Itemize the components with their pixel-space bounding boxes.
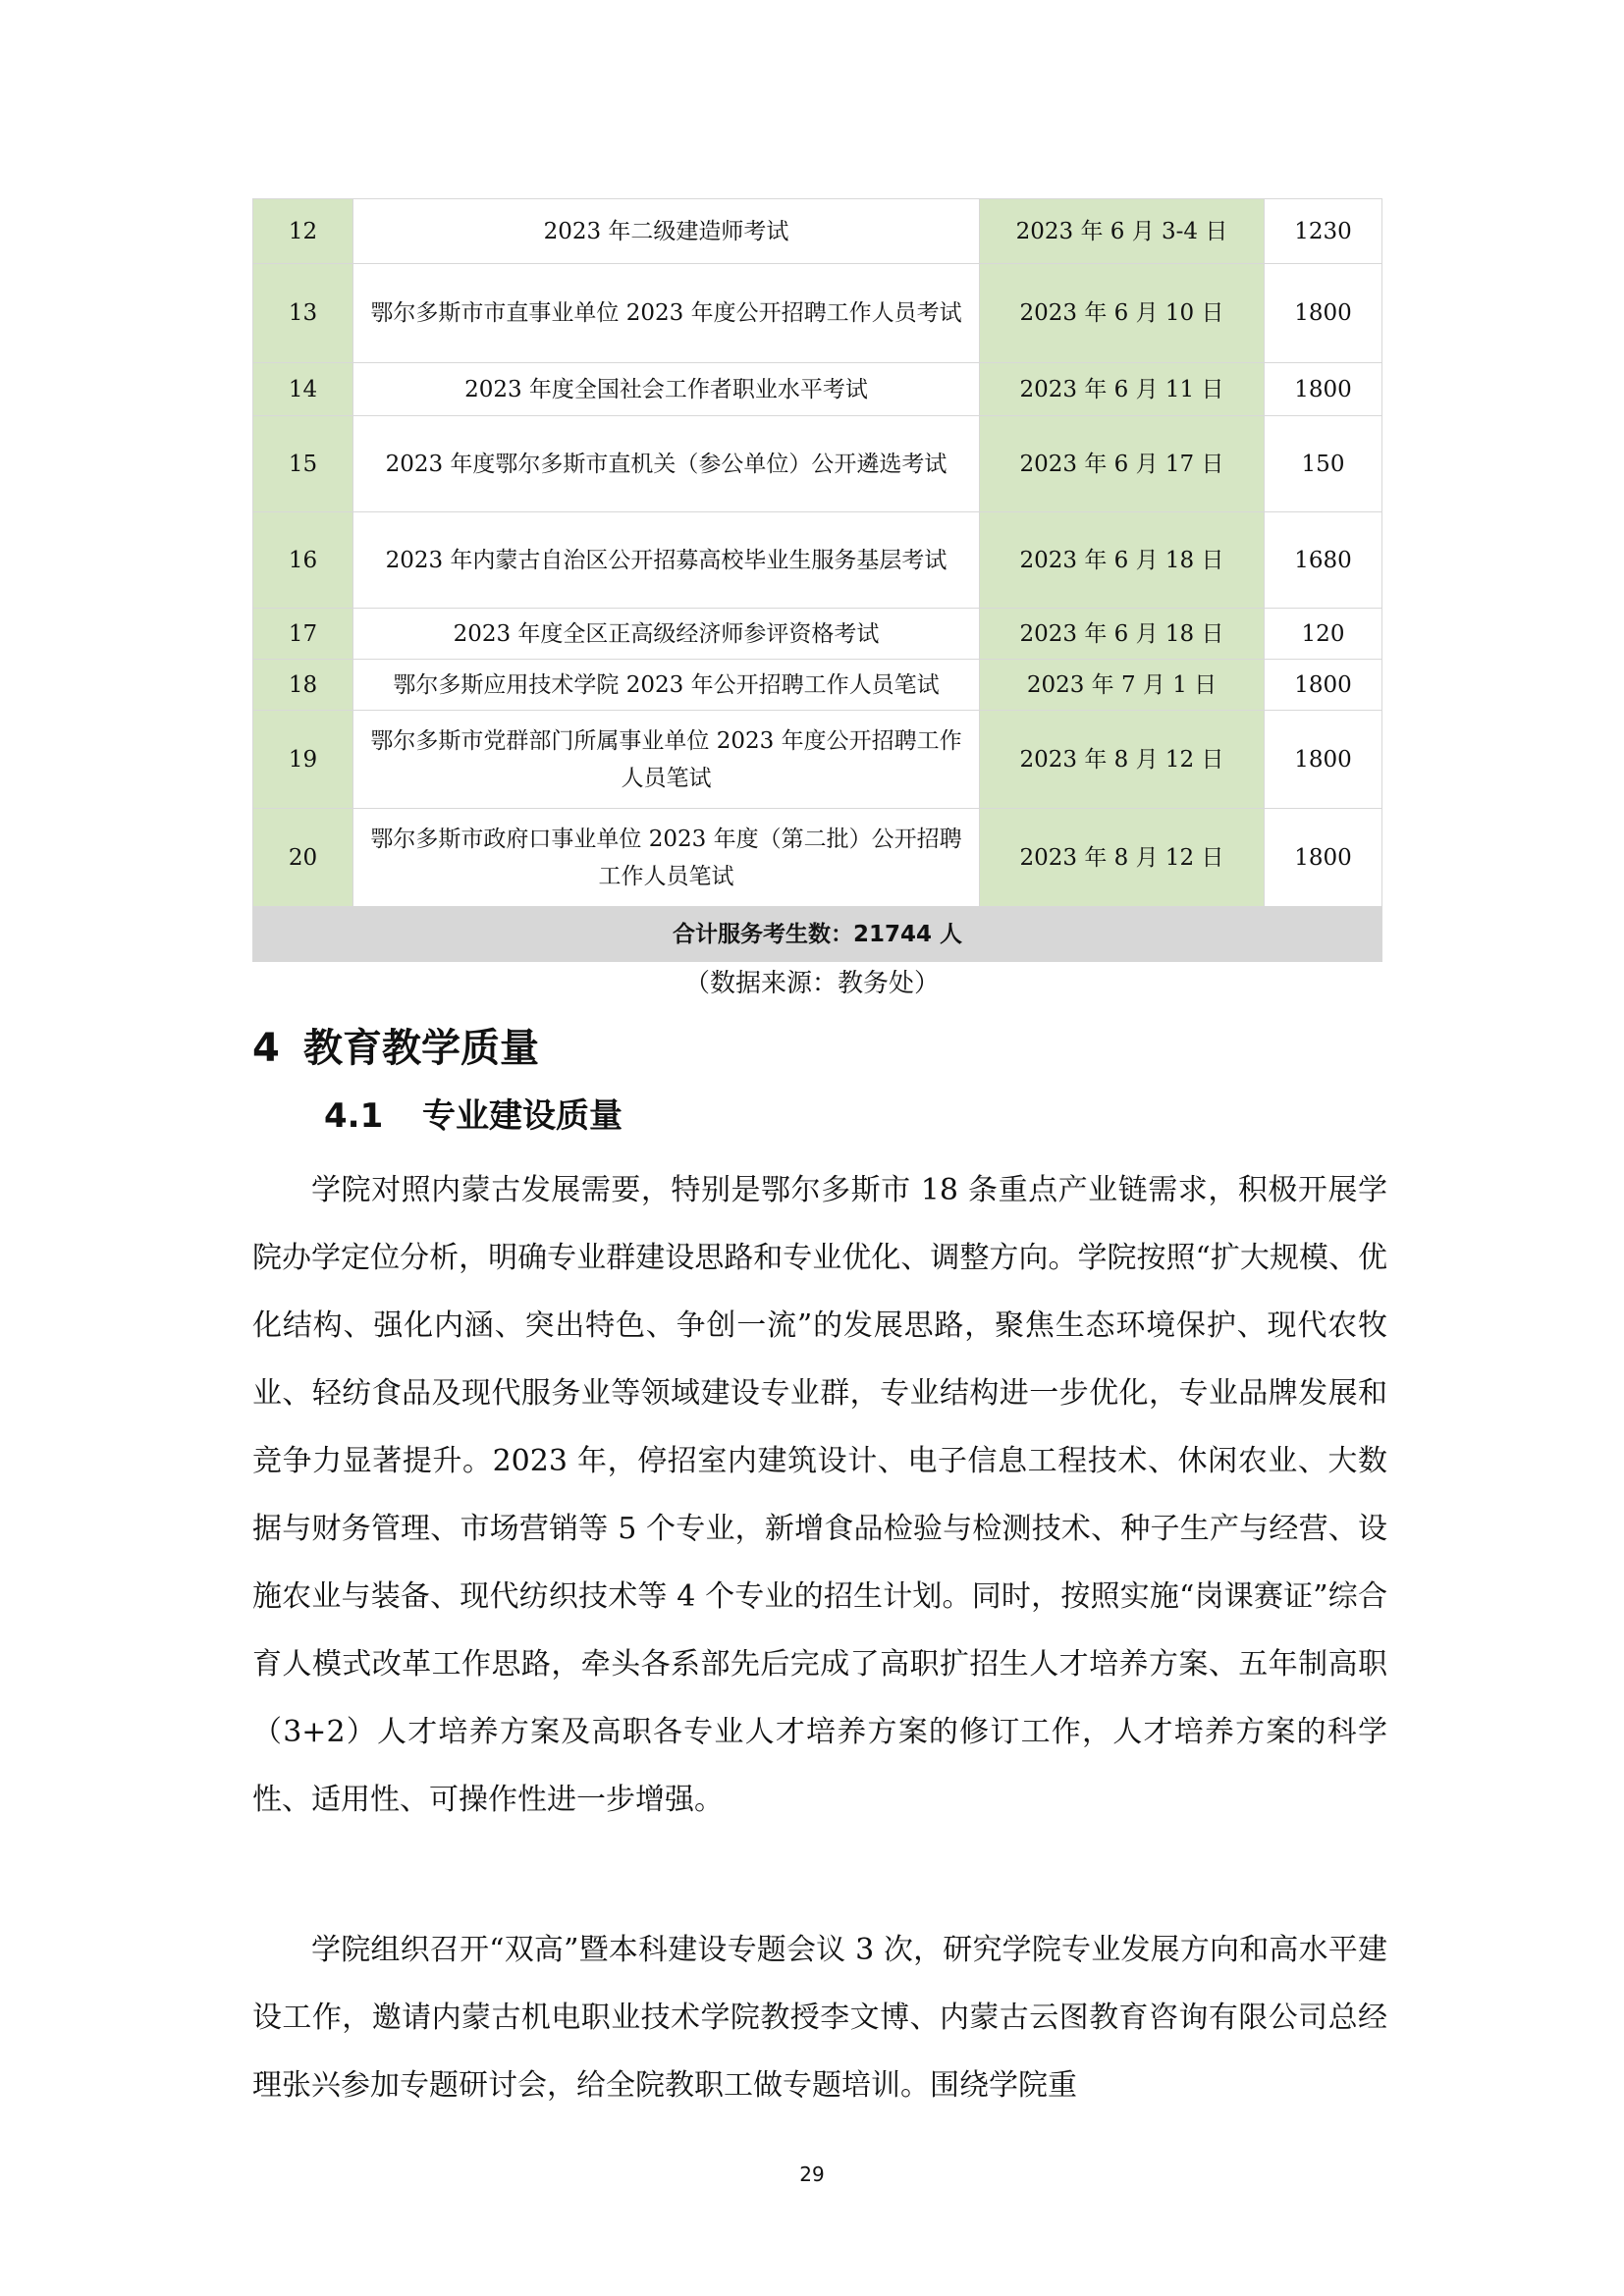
candidate-count: 1800 xyxy=(1265,711,1382,809)
exam-name: 2023 年度全区正高级经济师参评资格考试 xyxy=(353,609,980,660)
row-number: 15 xyxy=(253,416,353,512)
candidate-count: 1800 xyxy=(1265,809,1382,907)
table-row xyxy=(253,660,1382,711)
candidate-count: 150 xyxy=(1265,416,1382,512)
exam-name: 鄂尔多斯市市直事业单位 2023 年度公开招聘工作人员考试 xyxy=(353,264,980,363)
table-row xyxy=(253,264,1382,363)
table-row xyxy=(253,609,1382,660)
candidate-count: 1800 xyxy=(1265,660,1382,711)
candidate-count: 1800 xyxy=(1265,264,1382,363)
exam-date: 2023 年 8 月 12 日 xyxy=(980,711,1265,809)
candidate-count: 1680 xyxy=(1265,512,1382,609)
exam-date: 2023 年 6 月 18 日 xyxy=(980,609,1265,660)
data-source-caption: （数据来源：教务处） xyxy=(683,969,940,998)
exam-name: 2023 年二级建造师考试 xyxy=(353,199,980,264)
row-number: 17 xyxy=(253,609,353,660)
table-row xyxy=(253,711,1382,809)
body-paragraph: 学院对照内蒙古发展需要，特别是鄂尔多斯市 18 条重点产业链需求，积极开展学院办学定位分析，明确专业群建设思路和专业优化、调整方向。学院按照“扩大规模、优化结构、强化内涵、突出特色、争创一流”的发展思路，聚焦生态环境保护、现代农牧业、轻纺食品及现代服务业等领域建设专业群，专业结构进一步优化，专业品牌发展和竞争力显著提升。2023 年，停招室内建筑设计、电子信息工程技术、休闲农业、大数据与财务管理、市场营销等 5 个专业，新增食品检验与检测技术、种子生产与经营、设施农业与装备、现代纺织技术等 4 个专业的招生计划。同时，按照实施“岗课赛证”综合育人模式改革工作思路，牵头各系部先后完成了高职扩招生人才培养方案、五年制高职（3+2）人才培养方案及高职各专业人才培养方案的修订工作，人才培养方案的科学性、适用性、可操作性进一步增强。 xyxy=(252,1173,1387,1817)
subsection-number: 4.1 xyxy=(324,1096,384,1136)
table-row xyxy=(253,416,1382,512)
page-number: 29 xyxy=(799,2163,825,2186)
table-row xyxy=(253,809,1382,907)
table-row xyxy=(253,199,1382,264)
exam-name: 鄂尔多斯应用技术学院 2023 年公开招聘工作人员笔试 xyxy=(353,660,980,711)
row-number: 16 xyxy=(253,512,353,609)
exam-name: 鄂尔多斯市政府口事业单位 2023 年度（第二批）公开招聘工作人员笔试 xyxy=(353,809,980,907)
exam-service-table xyxy=(252,198,1382,962)
row-number: 12 xyxy=(253,199,353,264)
table-total-row xyxy=(253,907,1382,962)
candidate-count: 1230 xyxy=(1265,199,1382,264)
total-candidates: 合计服务考生数：21744 人 xyxy=(253,907,1382,962)
exam-name: 2023 年度全国社会工作者职业水平考试 xyxy=(353,363,980,416)
exam-date: 2023 年 6 月 17 日 xyxy=(980,416,1265,512)
row-number: 14 xyxy=(253,363,353,416)
subsection-title: 专业建设质量 xyxy=(422,1096,623,1136)
section-title: 教育教学质量 xyxy=(303,1026,539,1071)
row-number: 19 xyxy=(253,711,353,809)
candidate-count: 120 xyxy=(1265,609,1382,660)
section-heading xyxy=(252,1021,539,1076)
table-row xyxy=(253,512,1382,609)
row-number: 20 xyxy=(253,809,353,907)
exam-name: 鄂尔多斯市党群部门所属事业单位 2023 年度公开招聘工作人员笔试 xyxy=(353,711,980,809)
exam-date: 2023 年 6 月 18 日 xyxy=(980,512,1265,609)
exam-date: 2023 年 6 月 11 日 xyxy=(980,363,1265,416)
subsection-heading xyxy=(324,1092,623,1141)
exam-date: 2023 年 7 月 1 日 xyxy=(980,660,1265,711)
section-number: 4 xyxy=(252,1026,280,1071)
table-row xyxy=(253,363,1382,416)
candidate-count: 1800 xyxy=(1265,363,1382,416)
row-number: 13 xyxy=(253,264,353,363)
exam-date: 2023 年 6 月 10 日 xyxy=(980,264,1265,363)
row-number: 18 xyxy=(253,660,353,711)
exam-name: 2023 年内蒙古自治区公开招募高校毕业生服务基层考试 xyxy=(353,512,980,609)
exam-date: 2023 年 6 月 3-4 日 xyxy=(980,199,1265,264)
exam-date: 2023 年 8 月 12 日 xyxy=(980,809,1265,907)
exam-name: 2023 年度鄂尔多斯市直机关（参公单位）公开遴选考试 xyxy=(353,416,980,512)
body-paragraph: 学院组织召开“双高”暨本科建设专题会议 3 次，研究学院专业发展方向和高水平建设工作，邀请内蒙古机电职业技术学院教授李文博、内蒙古云图教育咨询有限公司总经理张兴参加专题研讨会，给全院教职工做专题培训。围绕学院重 xyxy=(252,1933,1387,2103)
